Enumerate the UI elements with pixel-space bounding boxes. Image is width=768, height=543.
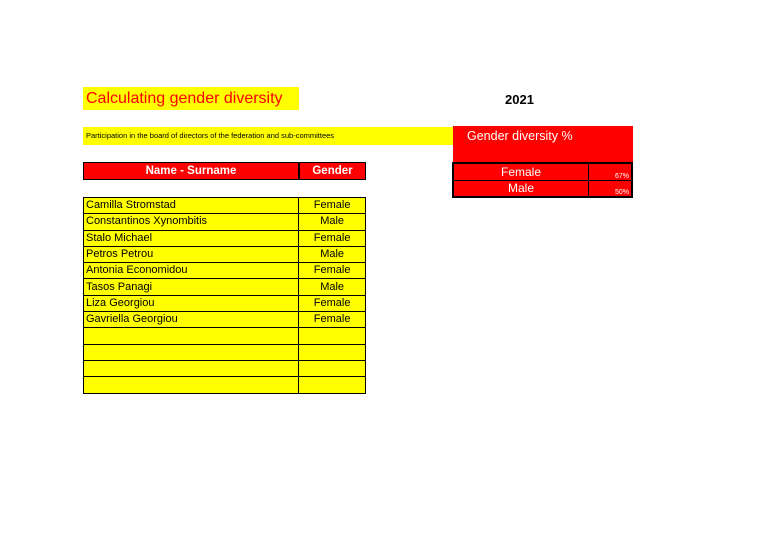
- summary-row-female: [454, 164, 632, 181]
- cell-name[interactable]: Camilla Stromstad: [84, 198, 299, 214]
- summary-value: 67%: [589, 164, 632, 181]
- cell-name[interactable]: Constantinos Xynombitis: [84, 214, 299, 230]
- year-label: 2021: [505, 92, 534, 107]
- summary-value: 50%: [589, 180, 632, 197]
- cell-name[interactable]: Stalo Michael: [84, 230, 299, 246]
- cell-gender[interactable]: Female: [299, 230, 366, 246]
- table-row: [84, 230, 366, 246]
- summary-label: Female: [454, 164, 589, 181]
- table-row: [84, 360, 366, 376]
- cell-name[interactable]: Gavriella Georgiou: [84, 312, 299, 328]
- cell-gender[interactable]: [299, 360, 366, 376]
- column-header-gender: Gender: [299, 162, 366, 180]
- cell-name[interactable]: Antonia Economidou: [84, 263, 299, 279]
- column-header-name: Name - Surname: [83, 162, 299, 180]
- cell-gender[interactable]: Female: [299, 295, 366, 311]
- cell-gender[interactable]: [299, 344, 366, 360]
- cell-gender[interactable]: [299, 377, 366, 393]
- cell-name[interactable]: Tasos Panagi: [84, 279, 299, 295]
- table-row: [84, 344, 366, 360]
- table-row: [84, 246, 366, 262]
- cell-gender[interactable]: [299, 328, 366, 344]
- members-table: [83, 197, 366, 394]
- table-row: [84, 377, 366, 393]
- table-row: [84, 263, 366, 279]
- cell-gender[interactable]: Female: [299, 198, 366, 214]
- cell-gender[interactable]: Female: [299, 312, 366, 328]
- cell-name[interactable]: Liza Georgiou: [84, 295, 299, 311]
- cell-gender[interactable]: Male: [299, 279, 366, 295]
- page-title: Calculating gender diversity: [83, 87, 299, 110]
- cell-gender[interactable]: Male: [299, 246, 366, 262]
- cell-name[interactable]: [84, 344, 299, 360]
- cell-name[interactable]: [84, 377, 299, 393]
- table-row: [84, 328, 366, 344]
- cell-name[interactable]: [84, 360, 299, 376]
- table-row: [84, 295, 366, 311]
- table-row: [84, 214, 366, 230]
- gender-diversity-summary: [452, 162, 633, 198]
- cell-gender[interactable]: Male: [299, 214, 366, 230]
- cell-name[interactable]: Petros Petrou: [84, 246, 299, 262]
- summary-row-male: [454, 180, 632, 197]
- summary-label: Male: [454, 180, 589, 197]
- cell-name[interactable]: [84, 328, 299, 344]
- subtitle: Participation in the board of directors of the federation and sub-committees: [83, 127, 453, 145]
- gender-diversity-header: Gender diversity %: [453, 126, 633, 162]
- table-row: [84, 279, 366, 295]
- table-row: [84, 198, 366, 214]
- cell-gender[interactable]: Female: [299, 263, 366, 279]
- table-row: [84, 312, 366, 328]
